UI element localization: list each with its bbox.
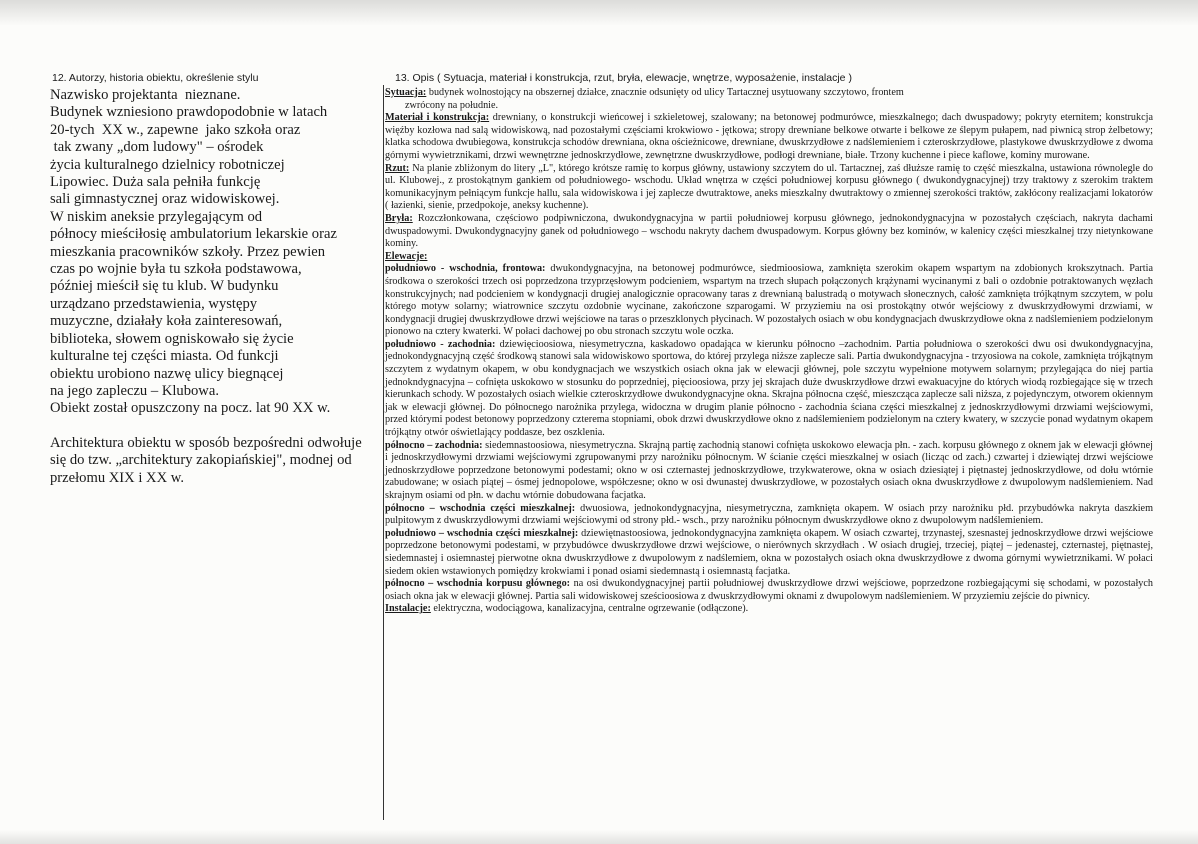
text-line: Budynek wzniesiono prawdopodobnie w latach (50, 104, 328, 121)
scan-top-shadow (0, 0, 1198, 26)
paragraph-instalacje (385, 603, 1153, 616)
text-elewacja-pn-wsch-mieszk: dwuosiowa, jednokondygnacyjna, niesymetryczna, zamknięta okapem. W osiach przy narożniku płd. przybudówka nakryta daszkiem pulpitowym z dwuskrzydłowymi drzwiami wejściowymi od strony płd.- wsch., przy narożniku północnym dwuskrzydłowe okno z dwupolowym nadślemieniem. (385, 502, 1153, 527)
text-line: północy mieściłosię ambulatorium lekarskie oraz (50, 226, 337, 243)
text-line: na jego zapleczu – Klubowa. (50, 382, 219, 399)
paragraph-elewacja-pn-wsch-korpus (385, 578, 1153, 603)
text-line: kulturalne tej części miasta. Od funkcji (50, 348, 279, 365)
label-material: Materiał i konstrukcja: (385, 112, 490, 124)
paragraph-elewacja-pd-zach (385, 339, 1153, 440)
text-line: urządzano przedstawienia, występy (50, 295, 258, 312)
text-sytuacja: budynek wolnostojący na obszernej działce, znacznie odsunięty od ulicy Tartacznej usytuowany szczytowo, frontem (426, 87, 904, 98)
text-line: czas po wojnie była tu szkoła podstawowa, (50, 261, 302, 278)
text-line: tak zwany „dom ludowy" – ośrodek (50, 139, 264, 156)
text-elewacja-pd-zach: dziewięcioosiowa, niesymetryczna, kaskadowo opadająca w kierunku północno –zachodnim. Partia południowa o szerokości dwu osi dwukondygnacyjna, jednokondygnacyjną część środkową stanowi sala widowiskowo sportowa, do której przylega niższe zaplecze sali. Partia dwukondygnacyjna - trzyosiowa na cokole, zamknięta trójkątnym szczytem z wydatnym okapem, w obu kondygnacjach we wszystkich osiach okna jak w elewacji głównej, pole szczytu wypełnione motywem solarnym; przylegająca do niej partia jednokndygnacyjna – cofnięta uskokowo w stosunku do poprzedniej, pięcioosiowa, przy jej skrajach duże dwuskrzydłowe drzwi ewakuacyjne do których wiodą rozbiegające się w trzech kierunkach schody. W pozostałych osiach wielkie czteroskrzydłowe dwukondygnacyjne okna. Skrajna północna część, mieszcząca zaplecze sali niższa, z pojedynczym, otworem okiennym jak w elewacji głównej. Do północnego narożnika przylega, widoczna w drugim planie północno - zachodnia ściana części mieszkalnej z jednoskrzydłowymi drzwiami wejściowymi, przed którymi podest betonowy poprzedzony czterema stopniami, obok drzwi dwuskrzydłowe okno z nadślemieniem podzielonym na cztery kwatery, w szczycie ponad wydatnym okapem trójkątny otwór oświetlający poddasze, bez oszklenia. (385, 338, 1153, 439)
description-section (383, 72, 1153, 616)
text-elewacja-pd-wsch: dwukondygnacyjna, na betonowej podmurówce, siedmioosiowa, zamknięta szerokim okapem wspartym na zdobionych krokszytnach. Partia środkowa o szerokości trzech osi poprzedzona trzyprzęsłowym podcieniem, wspartym na trzech słupach połączonych krążynami wycinanymi z bali o ozdobnie potraktowanych węzłach konstrukcyjnych; nad podcieniem w kondygnacji drugiej analogicznie opracowany taras z drewnianą balustradą o motywach słonecznych, całość zamknięta trójkątnym szczytem, w polu którego motyw solarny; wiatrownice szczytu ozdobnie wycinane, zakończone szparogami. W przyziemiu na osi prostokątny otwór wejściowy z dwuskrzydłowymi drzwiami, w kondygnacji drugiej dwuskrzydłowe drzwi wejściowe na taras o przeszklonych płycinach. W pozostałych osiach w obu kondygnacjach dwuskrzydłowe okna z nadślemieniem podzielonym pionowo na cztery kwaterki. W połaci dachowej po obu stronach szczytu wole oczka. (385, 263, 1153, 338)
paragraph-elewacja-pd-wsch (385, 263, 1153, 339)
text-line: przełomu XIX i XX w. (50, 469, 185, 486)
label-bryla: Bryła: (385, 212, 413, 224)
paragraph-elewacja-pn-wsch-mieszk (385, 503, 1153, 528)
text-line: obiektu urobiono nazwę ulicy biegnącej (50, 365, 284, 382)
text-line: biblioteka, słowem ogniskowało się życie (50, 330, 294, 347)
text-line: Lipowiec. Duża sala pełniła funkcję (50, 174, 261, 191)
label-sytuacja: Sytuacja: (385, 87, 427, 98)
label-elewacja-pd-wsch: południowo - wschodnia, frontowa: (385, 263, 546, 275)
history-heading: 12. Autorzy, historia obiektu, określenie stylu (52, 72, 259, 84)
paragraph-elewacje (385, 251, 1153, 264)
text-line: Obiekt został opuszczony na pocz. lat 90 XX w. (50, 400, 331, 417)
text-line: życia kulturalnego dzielnicy robotniczej (50, 156, 285, 173)
text-line: się do tzw. „architektury zakopiańskiej", modnej od (50, 452, 352, 469)
label-rzut: Rzut: (385, 162, 410, 174)
paragraph-material (385, 112, 1153, 162)
text-material: drewniany, o konstrukcji wieńcowej i szkieletowej, szalowany; na betonowej podmurówce, mieszkalnego; dach dwuspadowy; pokryty eternitem; konstrukcja więźby kozłowa nad salą widowiskową, nad pozostałymi częściami krokwiowo - jętkowa; stropy drewniane belkowe otwarte i belkowe ze ślepym pułapem, nad piwnicą strop żelbetowy; klatka schodowa dwubiegowa, konstrukcja schodów drewniana, okna ościeżnicowe, drewniane, dwuskrzydłowe z nadślemieniem i czteroskrzydłowe, plastykowe dwuskrzydłowe z dwoma górnymi wywietrznikami, drzwi wewnętrzne jednoskrzydłowe, zewnętrzne dwuskrzydłowe, podłogi drewniane, białe. Trzony kuchenne i piece kaflowe, kominy murowane. (385, 112, 1153, 161)
text-line: Nazwisko projektanta nieznane. (50, 87, 241, 103)
scan-bottom-shadow (0, 830, 1198, 844)
description-heading: 13. Opis ( Sytuacja, materiał i konstrukcja, rzut, bryła, elewacje, wnętrze, wyposażenie, instalacje ) (395, 72, 852, 84)
text-line: Architektura obiektu w sposób bezpośredni odwołuje (50, 434, 362, 451)
label-instalacje: Instalacje: (385, 603, 431, 615)
label-elewacja-pd-wsch-mieszk: południowo – wschodnia części mieszkalnej: (385, 527, 579, 539)
text-instalacje: elektryczna, wodociągowa, kanalizacyjna, centralne ogrzewanie (odłączone). (430, 603, 749, 615)
text-bryla: Rozczłonkowana, częściowo podpiwniczona, dwukondygnacyjna w partii południowej korpusu głównego, jednokondygnacyjna w pozostałych częściach, nakryta dachami dwuspadowymi. Dwukondygnacyjny ganek od południowego – wschodu nakryty dachem dwuspadowym. Korpus główny bez kominów, w kalenicy części mieszkalnej trzy nietynkowane kominy. (385, 212, 1153, 250)
label-elewacja-pd-zach: południowo - zachodnia: (385, 338, 496, 350)
text-line: później mieścił się tu klub. W budynku (50, 278, 279, 295)
text-elewacja-pn-zach: siedemnastoosiowa, niesymetryczna. Skrajną partię zachodnią stanowi cofnięta uskokowo elewacja płn. - zach. korpusu głównego z oknem jak w elewacji głównej i jednoskrzydłowymi drzwiami wejściowymi zgrupowanymi przy narożniku północnym. W ścianie części mieszkalnej w osiach (licząc od zach.) czwartej i dziewiątej drzwi wejściowe jednoskrzydłowe poprzedzone betonowymi podestami; okno w osi czternastej jednoskrzydłowe, trzykwaterowe, okna w osiach dziesiątej i piętnastej jednoskrzydłowe, od dołu wtórnie zabudowane; w osiach piątej – ósmej jednopolowe, współczesne; okno w osi dwunastej dwuskrzydłowe, w pozostałych osiach okna dwuskrzydłowe z dwupolowym nadślemieniem. Nad skrajnym osiami od płn. w dachu wtórnie dobudowana facjatka. (385, 439, 1154, 501)
label-elewacja-pn-zach: północno – zachodnia: (385, 439, 483, 451)
text-line: mieszkania pracowników szkoły. Przez pewien (50, 243, 326, 260)
architecture-text (50, 435, 380, 487)
paragraph-bryla (385, 213, 1153, 251)
text-line: 20-tych XX w., zapewne jako szkoła oraz (50, 121, 301, 138)
paragraph-elewacja-pd-wsch-mieszk (385, 528, 1153, 578)
text-line: sali gimnastycznej oraz widowiskowej. (50, 191, 280, 208)
text-line: W niskim aneksie przylegającym od (50, 208, 263, 225)
label-elewacja-pn-wsch-mieszk: północno – wschodnia części mieszkalnej: (385, 502, 576, 514)
text-rzut: Na planie zbliżonym do litery „L", którego krótsze ramię to korpus główny, ustawiony szczytem do ul. Tartacznej, zaś dłuższe ramię to część mieszkalna, ustawiona równolegle do ul. Klubowej., z prostokątnym gankiem od południowego- wschodu. Układ wnętrza w części południowej korpusu głównego ( dwukondygnacyjnej) trzy traktowy z szerokim traktem komunikacyjnym pełniącym funkcje hallu, sala widowiskowa i jej zaplecze dwutraktowe, aneks mieszkalny dwutraktowy o zmiennej szerokości traktów, zakłócony realizacjami lokatorów ( łazienki, sienie, przedpokoje, aneksy kuchenne). (385, 162, 1153, 212)
label-elewacja-pn-wsch-korpus: północno – wschodnia korpusu głównego: (385, 578, 571, 590)
text-sytuacja-cont: zwrócony na południe. (405, 99, 499, 111)
paragraph-elewacja-pn-zach (385, 440, 1153, 503)
history-section (50, 72, 380, 487)
text-elewacja-pn-wsch-korpus: na osi dwukondygnacyjnej partii południowej dwuskrzydłowe drzwi wejściowe, poprzedzone rozbiegającymi się schodami, w pozostałych osiach okna jak w elewacji głównej. Partia sali widowiskowej sześcioosiowa z dwuskrzydłowymi oknami z dwupolowym nadślemieniem. W przyziemiu zejście do piwnicy. (385, 578, 1153, 602)
text-line: muzyczne, działały koła zainteresowań, (50, 313, 283, 330)
paragraph-sytuacja (385, 87, 1153, 112)
history-text (50, 87, 380, 418)
text-elewacja-pd-wsch-mieszk: dziewiętnastoosiowa, jednokondygnacyjna zamknięta okapem. W osiach czwartej, trzynastej, szesnastej jednoskrzydłowe drzwi wejściowe poprzedzone betonowymi podestami, w przybudówce dwuskrzydłowe drzwi wejściowe, o nierównych skrzydłach . W osiach drugiej, trzeciej, piątej – jedenastej, czternastej, piętnastej, siedemnastej i osiemnastej pierwotne okna dwuskrzydłowe z dwupolowym z nadślemiem, okna w pozostałych osiach okna dwuskrzydłowe z dwoma górnymi wywietrznikami. W połaci siedem okien wstawionych pomiędzy krokwiami i ponad osiami siedemnastą i osiemnastą facjatka. (385, 527, 1153, 577)
paragraph-rzut (385, 163, 1153, 213)
label-elewacje: Elewacje: (385, 250, 428, 262)
